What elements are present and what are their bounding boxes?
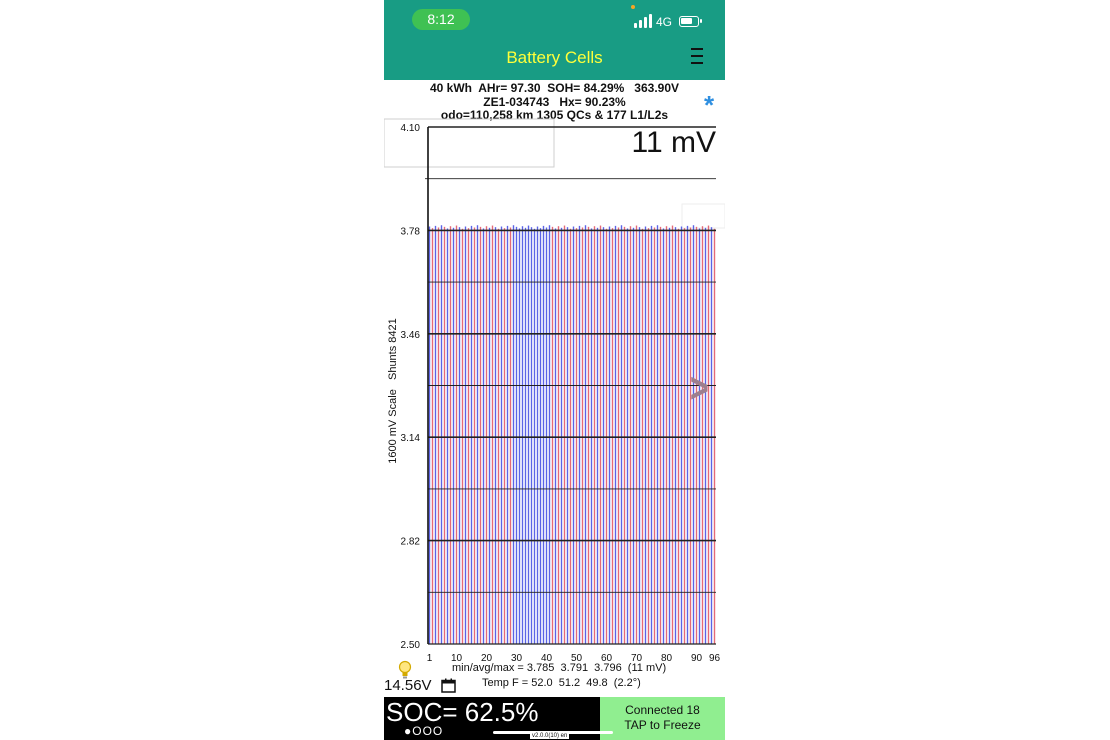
cell-bar bbox=[447, 228, 448, 644]
cell-bar bbox=[579, 226, 580, 644]
cell-voltage-stats: min/avg/max = 3.785 3.791 3.796 (11 mV) bbox=[452, 662, 667, 674]
cell-bar bbox=[618, 227, 619, 644]
cell-bar bbox=[648, 228, 649, 644]
phone-screen bbox=[384, 0, 725, 740]
network-type: 4G bbox=[656, 15, 673, 29]
cell-bar bbox=[687, 226, 688, 644]
cell-bar bbox=[477, 225, 478, 644]
y-tick-label: 2.82 bbox=[400, 536, 420, 548]
cell-bar bbox=[660, 227, 661, 644]
cell-bar bbox=[465, 227, 466, 644]
menu-icon[interactable] bbox=[691, 46, 703, 66]
cell-bar bbox=[612, 228, 613, 644]
cell-voltage-chart[interactable] bbox=[384, 118, 725, 666]
calendar-icon[interactable] bbox=[441, 678, 456, 693]
temperature-stats: Temp F = 52.0 51.2 49.8 (2.2°) bbox=[482, 677, 641, 689]
cell-bar bbox=[594, 226, 595, 644]
cell-bar bbox=[621, 225, 622, 644]
cell-bar bbox=[681, 227, 682, 644]
cell-bar bbox=[591, 228, 592, 644]
x-tick-label: 40 bbox=[540, 653, 553, 664]
cell-bar bbox=[636, 226, 637, 644]
x-tick-label: 60 bbox=[600, 653, 613, 664]
cell-bar bbox=[552, 227, 553, 644]
cell-bar bbox=[510, 227, 511, 644]
cell-bar bbox=[498, 229, 499, 644]
cell-bar bbox=[528, 226, 529, 644]
cell-bar bbox=[600, 226, 601, 644]
cell-bar bbox=[576, 228, 577, 644]
cell-bar bbox=[558, 226, 559, 644]
cell-bar bbox=[615, 226, 616, 644]
y-tick-label: 2.50 bbox=[400, 640, 420, 651]
cell-bar bbox=[666, 226, 667, 644]
star-icon[interactable]: * bbox=[704, 90, 715, 120]
cell-bar bbox=[501, 227, 502, 644]
cell-bar bbox=[609, 227, 610, 644]
x-tick-label: 20 bbox=[480, 653, 493, 664]
cell-bar bbox=[669, 228, 670, 644]
cell-bar bbox=[561, 228, 562, 644]
vin-health: ZE1-034743 Hx= 90.23% bbox=[483, 95, 626, 109]
cell-bar bbox=[690, 227, 691, 644]
status-time: 8:12 bbox=[412, 9, 470, 30]
battery-icon bbox=[679, 16, 699, 27]
cell-bar bbox=[432, 228, 433, 644]
cell-bar bbox=[525, 228, 526, 644]
cell-bar bbox=[522, 226, 523, 644]
battery-summary: 40 kWh AHr= 97.30 SOH= 84.29% 363.90V bbox=[429, 81, 680, 95]
cell-bar bbox=[714, 229, 715, 644]
privacy-dot-icon bbox=[631, 5, 635, 9]
page-title: Battery Cells bbox=[506, 48, 603, 67]
cell-bar bbox=[459, 227, 460, 644]
cell-bar bbox=[588, 227, 589, 644]
cell-bar bbox=[654, 227, 655, 644]
cell-bar bbox=[642, 229, 643, 644]
cell-bar bbox=[603, 227, 604, 644]
cell-bar bbox=[534, 229, 535, 644]
cell-bar bbox=[444, 227, 445, 644]
cell-bar bbox=[630, 226, 631, 644]
cell-bar bbox=[675, 227, 676, 644]
odometer-charges: odo=110,258 km 1305 QCs & 177 L1/L2s bbox=[440, 108, 669, 122]
cell-bar bbox=[492, 226, 493, 644]
freeze-label: TAP to Freeze bbox=[624, 718, 701, 732]
cell-bar bbox=[657, 225, 658, 644]
x-tick-label: 10 bbox=[450, 653, 463, 664]
cell-bar bbox=[474, 227, 475, 644]
cell-bar bbox=[450, 226, 451, 644]
cell-bar bbox=[507, 226, 508, 644]
x-tick-label: 80 bbox=[660, 653, 673, 664]
signal-icon bbox=[634, 14, 652, 28]
x-tick-label: 70 bbox=[630, 653, 643, 664]
y-tick-label: 3.46 bbox=[400, 329, 420, 341]
cell-bar bbox=[597, 228, 598, 644]
cell-bar bbox=[693, 225, 694, 644]
cell-bar bbox=[711, 227, 712, 644]
cell-bar bbox=[435, 226, 436, 644]
cell-bar bbox=[639, 227, 640, 644]
cell-bar bbox=[663, 228, 664, 644]
connection-status: Connected 18 bbox=[625, 703, 700, 717]
cell-bar bbox=[624, 227, 625, 644]
x-tick-label: 50 bbox=[570, 653, 583, 664]
cell-bar bbox=[546, 227, 547, 644]
cell-bar bbox=[462, 229, 463, 644]
cell-bar bbox=[684, 228, 685, 644]
cell-bar bbox=[705, 228, 706, 644]
cell-bar bbox=[471, 226, 472, 644]
cell-bar bbox=[699, 228, 700, 644]
cell-bar bbox=[495, 227, 496, 644]
cell-bar bbox=[504, 228, 505, 644]
cell-bar bbox=[441, 225, 442, 644]
cell-bar bbox=[486, 226, 487, 644]
y-tick-label: 3.78 bbox=[400, 226, 420, 238]
x-tick-label: 96 bbox=[708, 653, 721, 664]
page-indicator[interactable]: ●OOO bbox=[404, 724, 444, 738]
overlay-box bbox=[682, 204, 725, 228]
cell-bar bbox=[564, 226, 565, 644]
cell-bar bbox=[549, 225, 550, 644]
cell-bar bbox=[708, 226, 709, 644]
cell-bar bbox=[489, 228, 490, 644]
cell-bar bbox=[480, 227, 481, 644]
cell-bar bbox=[429, 227, 430, 644]
cell-bar bbox=[468, 228, 469, 644]
chevron-right-icon[interactable]: > bbox=[690, 364, 709, 412]
cell-bar bbox=[645, 227, 646, 644]
y-axis-label: 1600 mV Scale Shunts 8421 bbox=[387, 318, 399, 464]
freeze-button[interactable] bbox=[600, 697, 725, 740]
cell-bar bbox=[513, 225, 514, 644]
state-of-charge: SOC= 62.5% bbox=[386, 697, 539, 727]
x-tick-label: 30 bbox=[510, 653, 523, 664]
cell-bar bbox=[555, 228, 556, 644]
cell-bar bbox=[582, 227, 583, 644]
cell-bar bbox=[678, 229, 679, 644]
app-version: v2.0.0(10) en bbox=[532, 733, 568, 739]
cell-bar bbox=[585, 225, 586, 644]
cell-bar bbox=[702, 226, 703, 644]
cell-bar bbox=[537, 227, 538, 644]
cell-bar bbox=[627, 228, 628, 644]
y-tick-label: 4.10 bbox=[400, 123, 420, 134]
delta-label: 11 mV bbox=[631, 126, 716, 159]
x-tick-label: 90 bbox=[690, 653, 703, 664]
cell-bar bbox=[540, 228, 541, 644]
cell-bar bbox=[606, 229, 607, 644]
cell-bar bbox=[633, 228, 634, 644]
cell-bar bbox=[672, 226, 673, 644]
aux-battery-voltage: 14.56V bbox=[384, 677, 432, 694]
cell-bar bbox=[519, 228, 520, 644]
cell-bar bbox=[543, 226, 544, 644]
cell-bar bbox=[453, 228, 454, 644]
cell-bar bbox=[696, 227, 697, 644]
cell-bar bbox=[573, 227, 574, 644]
cell-bar bbox=[438, 227, 439, 644]
cell-bar bbox=[516, 227, 517, 644]
cell-bar bbox=[531, 227, 532, 644]
cell-bar bbox=[570, 229, 571, 644]
app-header bbox=[384, 0, 725, 80]
cell-bar bbox=[651, 226, 652, 644]
cell-bar bbox=[567, 227, 568, 644]
x-tick-label: 1 bbox=[426, 653, 433, 664]
y-tick-label: 3.14 bbox=[400, 433, 420, 445]
cell-bar bbox=[483, 228, 484, 644]
cell-bar bbox=[456, 226, 457, 644]
